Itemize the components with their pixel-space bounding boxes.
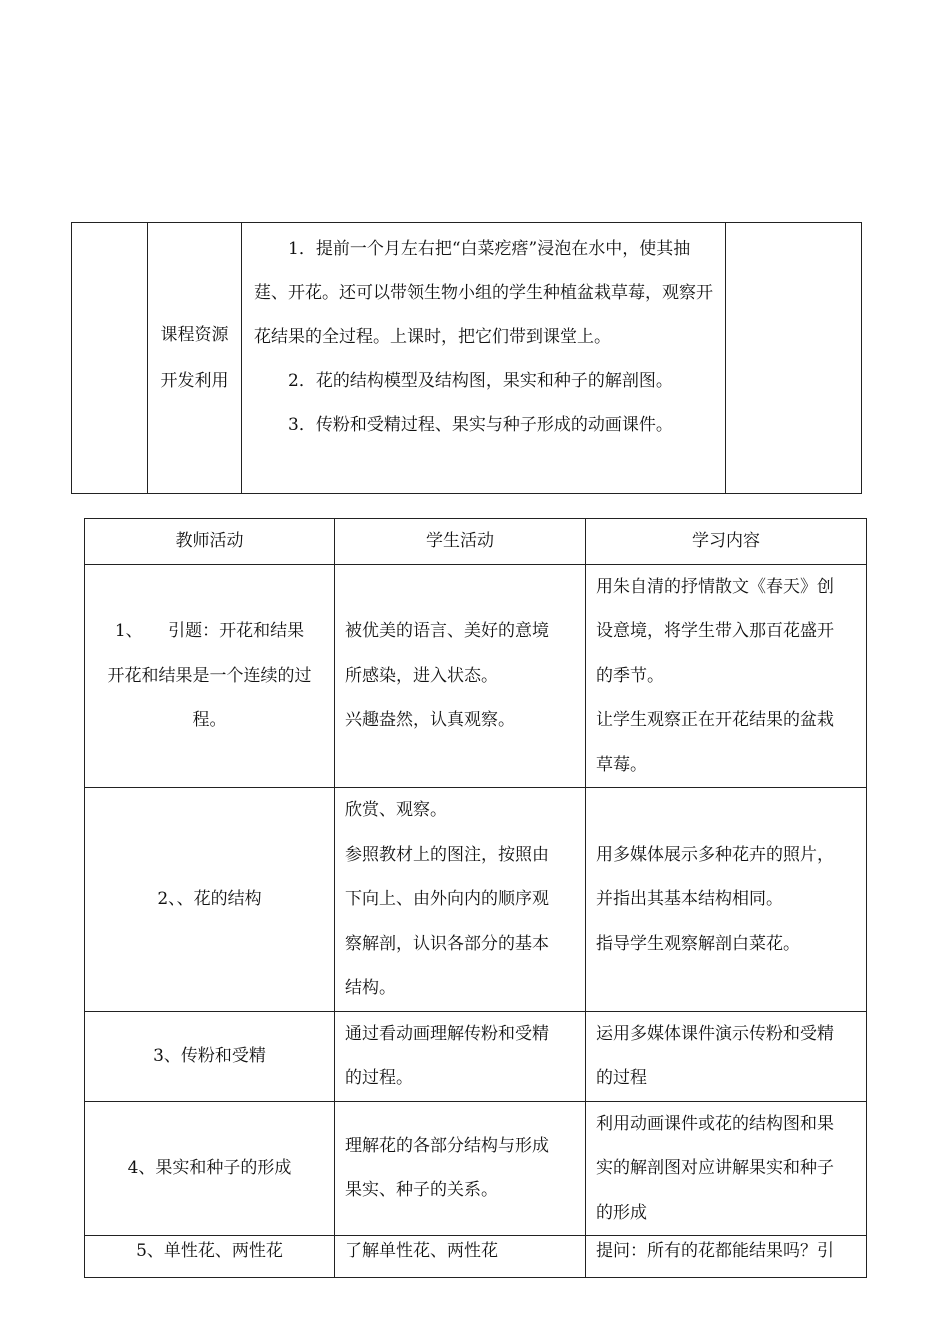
student-cell: [335, 1011, 586, 1101]
content-cell: [586, 1101, 867, 1236]
text-line: 4、果实和种子的形成: [127, 1158, 292, 1178]
resources-label-line: 开发利用: [160, 371, 229, 391]
text-line: 察解剖，认识各部分的基本: [345, 933, 549, 954]
text-line: 的过程。: [345, 1068, 413, 1088]
text-line: 实的解剖图对应讲解果实和种子: [596, 1158, 834, 1178]
content-cell: [586, 564, 867, 788]
text-line: 的形成: [596, 1202, 647, 1223]
blank-cell: [726, 223, 862, 494]
table-row: [85, 788, 867, 1012]
text-line: 所感染，进入状态。: [345, 665, 498, 686]
teacher-cell: [85, 564, 335, 788]
text-line: 的季节。: [596, 665, 664, 686]
text-line: 2、、花的结构: [157, 889, 262, 909]
text-line: 了解单性花、两性花: [345, 1241, 498, 1261]
text-line: 设意境，将学生带入那百花盛开: [596, 621, 834, 641]
text-line: 果实、种子的关系。: [345, 1180, 498, 1201]
teacher-cell: [85, 1236, 335, 1278]
text-line: 用多媒体展示多种花卉的照片，: [596, 844, 834, 865]
resources-row: [72, 223, 862, 494]
teacher-cell: [85, 1011, 335, 1101]
activities-table: [84, 518, 867, 1278]
text-line: 理解花的各部分结构与形成: [345, 1135, 549, 1156]
text-line: 结构。: [345, 978, 396, 998]
text-line: 草莓。: [596, 754, 647, 775]
text-line: 参照教材上的图注，按照由: [345, 844, 549, 865]
text-line: 被优美的语言、美好的意境: [345, 621, 549, 641]
header-content: 学习内容: [586, 519, 867, 565]
header-row: [85, 519, 867, 565]
student-cell: [335, 788, 586, 1012]
resources-paragraph: 1．提前一个月左右把“白菜疙瘩”浸泡在水中，使其抽莛、开花。还可以带领生物小组的学生种植盆栽草莓，观察开花结果的全过程。上课时，把它们带到课堂上。: [254, 239, 713, 347]
text-line: 提问：所有的花都能结果吗？引: [596, 1241, 834, 1261]
text-line: 利用动画课件或花的结构图和果: [596, 1113, 834, 1134]
text-line: 1、 引题：开花和结果: [114, 621, 305, 641]
resources-label: [148, 223, 242, 494]
resources-label-line: 课程资源: [160, 325, 229, 345]
content-cell: [586, 1236, 867, 1278]
text-line: 程。: [192, 710, 227, 730]
resources-table: [71, 222, 862, 494]
header-teacher: 教师活动: [85, 519, 335, 565]
text-line: 兴趣盎然，认真观察。: [345, 710, 515, 730]
student-cell: [335, 1101, 586, 1236]
student-cell: [335, 564, 586, 788]
table-row: [85, 1101, 867, 1236]
content-cell: [586, 788, 867, 1012]
text-line: 下向上、由外向内的顺序观: [345, 889, 549, 909]
text-line: 的过程: [596, 1068, 647, 1088]
header-student: 学生活动: [335, 519, 586, 565]
resources-content: [242, 223, 726, 494]
blank-cell: [72, 223, 148, 494]
resources-paragraph: 3．传粉和受精过程、果实与种子形成的动画课件。: [288, 415, 673, 435]
table-row: [85, 564, 867, 788]
table-row: [85, 1011, 867, 1101]
text-line: 用朱自清的抒情散文《春天》创: [596, 576, 834, 597]
text-line: 欣赏、观察。: [345, 800, 447, 820]
content-cell: [586, 1011, 867, 1101]
text-line: 开花和结果是一个连续的过: [107, 665, 312, 686]
text-line: 让学生观察正在开花结果的盆栽: [596, 710, 834, 730]
resources-paragraph: 2．花的结构模型及结构图，果实和种子的解剖图。: [288, 371, 673, 391]
text-line: 运用多媒体课件演示传粉和受精: [596, 1023, 834, 1044]
teacher-cell: [85, 788, 335, 1012]
text-line: 3、传粉和受精: [153, 1045, 266, 1066]
table-row: [85, 1236, 867, 1278]
text-line: 通过看动画理解传粉和受精: [345, 1023, 549, 1044]
teacher-cell: [85, 1101, 335, 1236]
text-line: 并指出其基本结构相同。: [596, 889, 783, 909]
text-line: 5、单性花、两性花: [136, 1241, 283, 1261]
student-cell: [335, 1236, 586, 1278]
text-line: 指导学生观察解剖白菜花。: [596, 933, 800, 954]
